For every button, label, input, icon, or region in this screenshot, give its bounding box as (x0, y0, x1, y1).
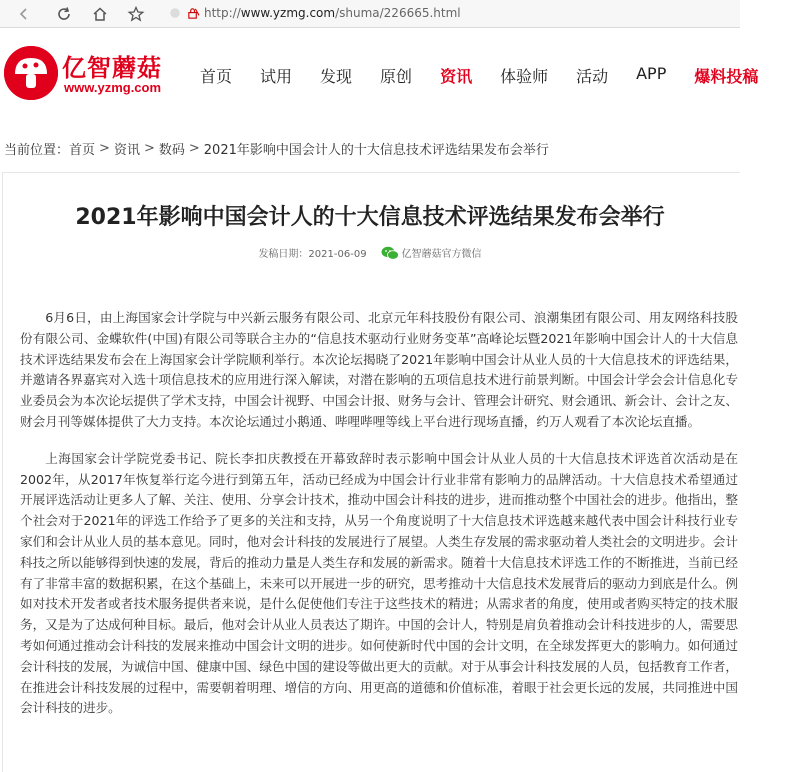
breadcrumb-news[interactable]: 资讯 (113, 142, 140, 158)
breadcrumb-home[interactable]: 首页 (69, 142, 96, 158)
site-header (0, 28, 759, 118)
breadcrumb-digital[interactable]: 数码 (158, 142, 185, 158)
nav-app[interactable]: APP (636, 64, 667, 83)
main-nav (200, 64, 786, 88)
site-logo[interactable] (4, 46, 194, 102)
breadcrumb-prefix: 当前位置： (4, 142, 70, 158)
wechat-icon (381, 246, 399, 260)
back-icon[interactable] (14, 4, 34, 24)
mushroom-logo-icon (4, 46, 58, 100)
article-body (20, 308, 738, 719)
address-bar[interactable] (168, 3, 588, 23)
source-name: 亿智蘑菇官方微信 (401, 249, 482, 260)
article-paragraph: 6月6日，由上海国家会计学院与中兴新云服务有限公司、北京元年科技股份有限公司、浪潮集团有限公司、用友网络科技股份有限公司、金蝶软件(中国)有限公司等联合主办的“信息技术驱动行业财务变革”高峰论坛暨2021年影响中国会计人的十大信息技术评选结果发布会在上海国家会计学院顺利举行。本次论坛揭晓了2021年影响中国会计从业人员的十大信息技术的评选结果，并邀请各界嘉宾对入选十项信息技术的应用进行深入解读，对潜在影响的五项信息技术进行前景判断。中国会计学会会计信息化专业委员会为本次论坛提供了学术支持，中国会计视野、中国会计报、财务与会计、管理会计研究、财会通讯、新会计、会计之友、财会月刊等媒体提供了大力支持。本次论坛通过小鹅通、哔哩哔哩等线上平台进行现场直播，约万人观看了本次论坛直播。 (20, 310, 738, 429)
bookmark-star-icon[interactable] (126, 4, 146, 24)
logo-name: 亿智蘑菇 (62, 54, 162, 82)
nav-submit-tip[interactable]: 爆料投稿 (694, 67, 759, 86)
breadcrumb-separator: > (99, 140, 110, 156)
home-icon[interactable] (90, 4, 110, 24)
breadcrumb-separator: > (143, 140, 155, 156)
insecure-connection-icon[interactable] (186, 6, 200, 20)
logo-url: www.yzmg.com (64, 80, 162, 95)
breadcrumb (4, 138, 549, 158)
reload-icon[interactable] (54, 4, 74, 24)
nav-testers[interactable]: 体验师 (500, 67, 549, 86)
publish-date: 发稿日期：2021-06-09 (258, 249, 367, 260)
breadcrumb-current: 2021年影响中国会计人的十大信息技术评选结果发布会举行 (203, 142, 549, 158)
source-link[interactable] (381, 245, 482, 260)
url-text[interactable]: http://www.yzmg.com/shuma/226665.html (204, 6, 461, 20)
breadcrumb-separator: > (188, 140, 200, 156)
nav-news[interactable]: 资讯 (440, 67, 473, 86)
nav-events[interactable]: 活动 (576, 67, 609, 86)
browser-toolbar (0, 0, 740, 28)
article-meta (0, 245, 740, 260)
site-info-icon[interactable] (168, 6, 182, 20)
nav-home[interactable]: 首页 (200, 67, 233, 86)
article-paragraph: 上海国家会计学院党委书记、院长李扣庆教授在开幕致辞时表示影响中国会计从业人员的十大信息技术评选首次活动是在2002年，从2017年恢复举行迄今进行到第五年，活动已经成为中国会计行业非常有影响力的品牌活动。十大信息技术希望通过开展评选活动让更多人了解、关注、使用、分享会计技术，推动中国会计科技的进步，进而推动整个中国社会的进步。他指出，整个社会对于2021年的评选工作给予了更多的关注和支持，从另一个角度说明了十大信息技术评选越来越代表中国会计科技行业专家们和会计从业人员的基本意见。同时，他对会计科技的发展进行了展望。人类生存发展的需求驱动着人类社会的文明进步。会计科技之所以能够得到快速的发展，背后的推动力量是人类生存和发展的新需求。随着十大信息技术评选工作的不断推进，当前已经有了非常丰富的数据积累，在这个基础上，未来可以开展进一步的研究，思考推动十大信息技术发展背后的驱动力到底是什么。例如对技术开发者或者技术服务提供者来说，是什么促使他们专注于这些技术的精进；从需求者的角度，使用或者购买特定的技术服务，又是为了达成何种目标。最后，他对会计从业人员表达了期许。中国的会计人，特别是肩负着推动会计科技进步的人，需要思考如何通过推动会计科技的发展来推动中国会计文明的进步。如何使新时代中国的会计文明，在全球发挥更大的影响力。如何通过会计科技的发展，为诚信中国、健康中国、绿色中国的建设等做出更大的贡献。对于从事会计科技发展的人员，包括教育工作者，在推进会计科技发展的过程中，需要朝着明理、增信的方向、用更高的道德和价值标准，着眼于社会更长远的发展，共同推进中国会计科技的进步。 (20, 450, 738, 716)
nav-original[interactable]: 原创 (380, 67, 413, 86)
article-title: 2021年影响中国会计人的十大信息技术评选结果发布会举行 (75, 205, 665, 230)
nav-trial[interactable]: 试用 (260, 67, 293, 86)
nav-discover[interactable]: 发现 (320, 67, 353, 86)
